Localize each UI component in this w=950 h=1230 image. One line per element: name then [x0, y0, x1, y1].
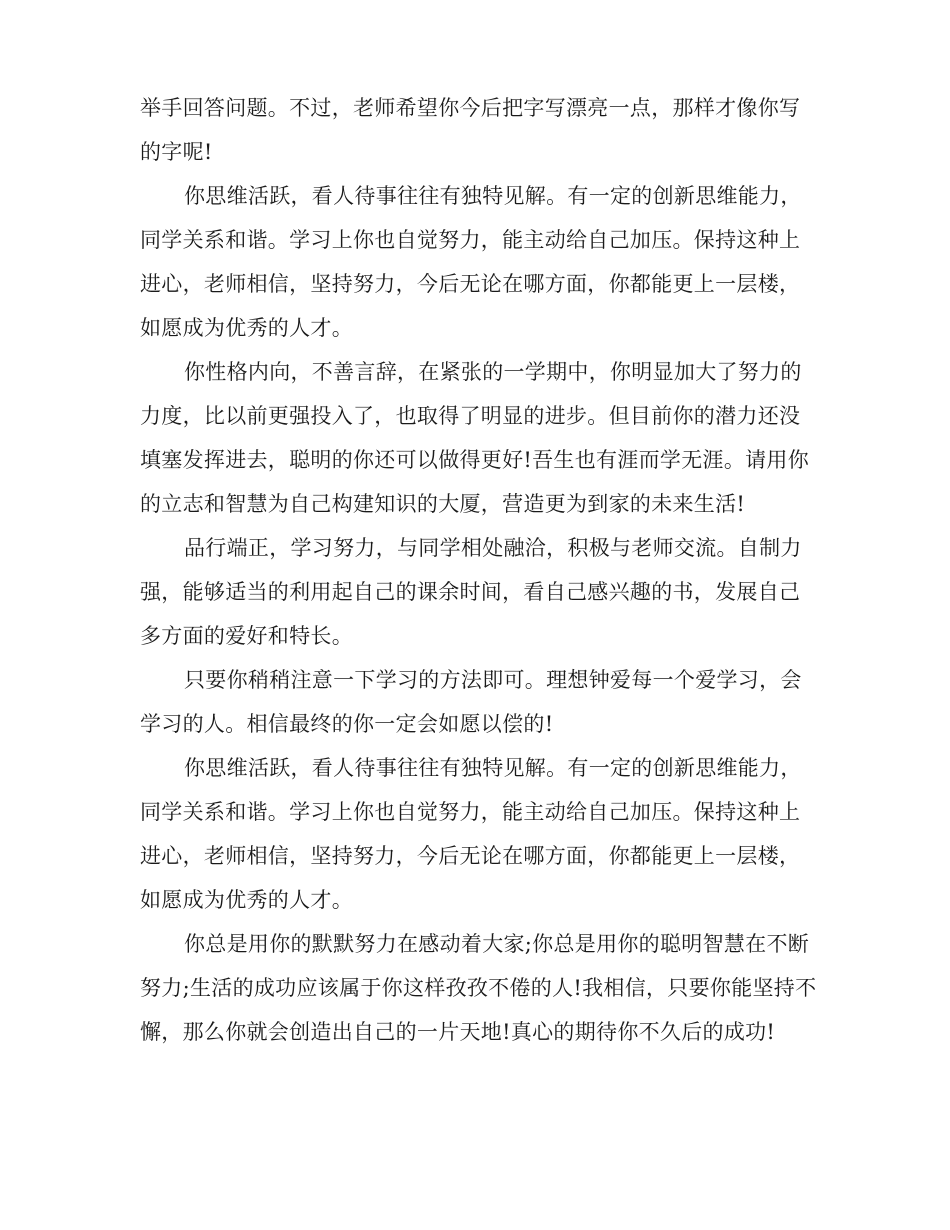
paragraph-continuation: 举手回答问题。不过，老师希望你今后把字写漂亮一点，那样才像你写的字呢! [140, 96, 801, 164]
document-body [140, 86, 820, 1054]
paragraph: 只要你稍稍注意一下学习的方法即可。理想钟爱每一个爱学习，会学习的人。相信最终的你一定会如愿以偿的! [140, 668, 802, 736]
paragraph: 你思维活跃，看人待事往往有独特见解。有一定的创新思维能力，同学关系和谐。学习上你也自觉努力，能主动给自己加压。保持这种上进心，老师相信，坚持努力，今后无论在哪方面，你都能更上一层楼，如愿成为优秀的人才。 [140, 184, 802, 340]
paragraph: 你思维活跃，看人待事往往有独特见解。有一定的创新思维能力，同学关系和谐。学习上你也自觉努力，能主动给自己加压。保持这种上进心，老师相信，坚持努力，今后无论在哪方面，你都能更上一层楼，如愿成为优秀的人才。 [140, 756, 802, 912]
paragraph: 你总是用你的默默努力在感动着大家;你总是用你的聪明智慧在不断努力;生活的成功应该属于你这样孜孜不倦的人!我相信，只要你能坚持不懈，那么你就会创造出自己的一片天地!真心的期待你不久后的成功! [140, 932, 817, 1044]
paragraph: 你性格内向，不善言辞，在紧张的一学期中，你明显加大了努力的力度，比以前更强投入了，也取得了明显的进步。但目前你的潜力还没填塞发挥进去，聪明的你还可以做得更好!吾生也有涯而学无涯。请用你的立志和智慧为自己构建知识的大厦，营造更为到家的未来生活! [140, 360, 810, 516]
paragraph: 品行端正，学习努力，与同学相处融洽，积极与老师交流。自制力强，能够适当的利用起自己的课余时间，看自己感兴趣的书，发展自己多方面的爱好和特长。 [140, 536, 802, 648]
